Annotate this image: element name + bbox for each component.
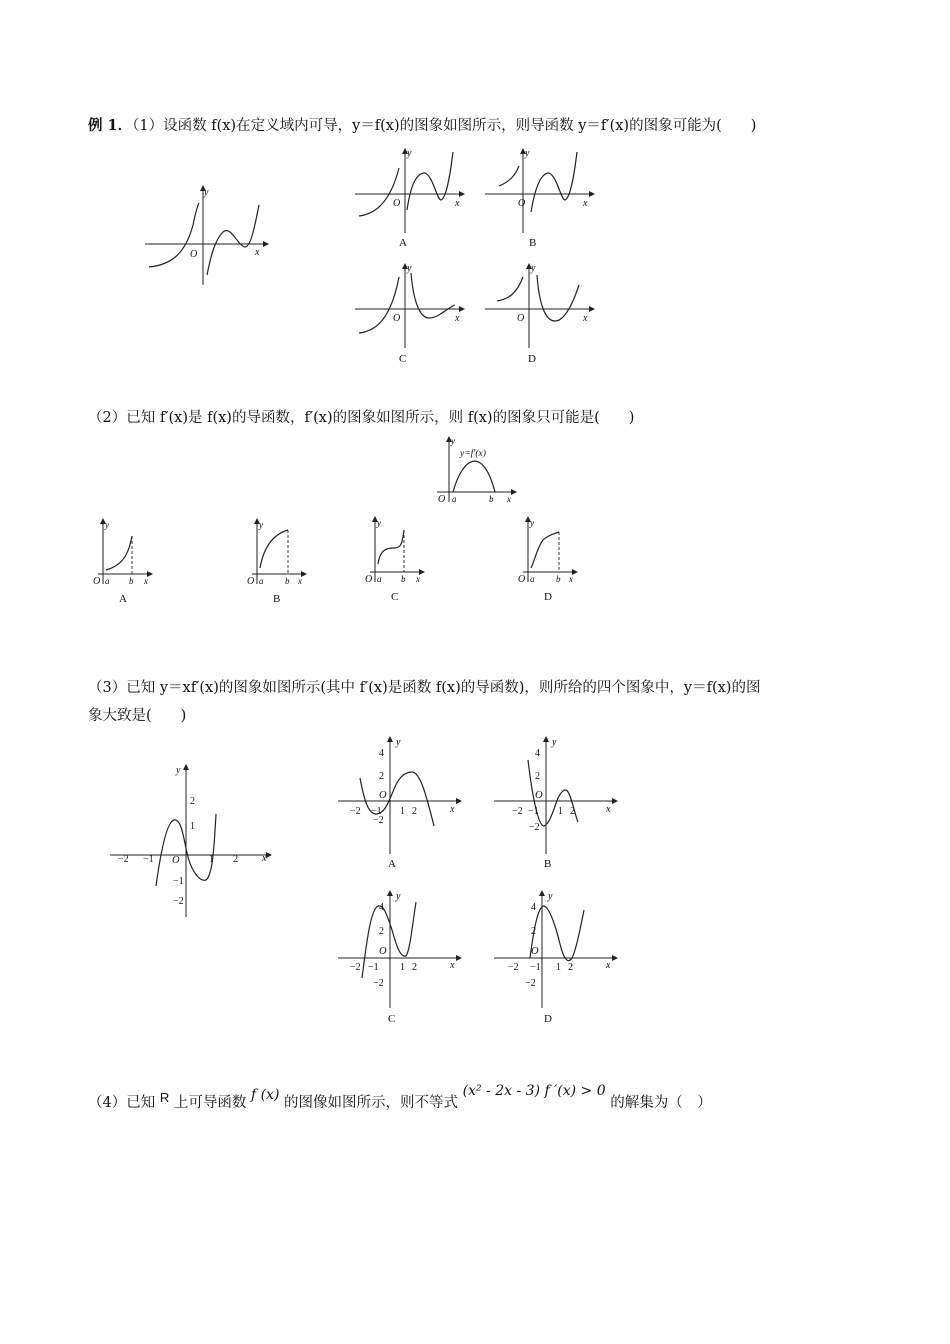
svg-text:y: y [451,436,455,446]
svg-text:−2: −2 [350,962,361,973]
q4-function: f (x) [250,1087,280,1103]
svg-text:a: a [530,574,535,584]
svg-text:y: y [204,187,209,198]
svg-text:x: x [583,198,588,209]
svg-text:O: O [365,574,373,585]
q3-main-graph [110,762,275,917]
svg-text:O: O [518,574,526,585]
svg-text:b: b [489,494,494,504]
svg-text:x: x [455,313,460,324]
svg-text:x: x [262,853,267,864]
svg-text:2: 2 [570,806,575,817]
q1-text: （1）设函数 f(x)在定义域内可导，y＝f(x)的图象如图所示，则导函数 y＝f′(x)的图象可能为( ) [132,118,757,134]
q2-option-a-label[interactable]: A [119,593,127,605]
q3-option-d-graph [494,888,619,1008]
q1-line [88,116,756,136]
q1-option-c-graph [355,263,465,348]
svg-text:2: 2 [412,806,417,817]
svg-text:O: O [535,790,543,801]
q4-text-d: 的解集为（ ） [610,1095,712,1111]
svg-text:2: 2 [412,962,417,973]
q1-option-b-label[interactable]: B [529,237,537,249]
svg-text:y: y [407,148,412,159]
svg-text:−2: −2 [118,854,129,865]
svg-text:y=f′(x): y=f′(x) [460,449,486,459]
example-label: 例 1． [88,117,133,134]
svg-text:O: O [531,946,539,957]
q1-main-graph [145,185,265,285]
svg-text:1: 1 [209,854,214,865]
svg-text:−2: −2 [373,815,384,826]
svg-text:1: 1 [190,821,195,832]
svg-text:x: x [583,313,588,324]
q3-option-a-label[interactable]: A [388,858,396,870]
svg-text:a: a [259,576,264,586]
svg-text:y: y [396,737,401,748]
svg-text:O: O [190,249,198,260]
svg-text:x: x [144,576,148,586]
svg-text:1: 1 [558,806,563,817]
svg-text:−1: −1 [143,854,154,865]
q3-option-a-graph [338,734,463,854]
q4-line [88,1083,712,1113]
svg-text:a: a [105,576,110,586]
q2-option-b-graph [246,518,311,586]
svg-text:−2: −2 [373,978,384,989]
q1-option-c-label[interactable]: C [399,353,407,365]
svg-text:y: y [105,520,109,530]
svg-text:y: y [552,737,557,748]
svg-text:y: y [530,518,534,528]
q1-option-a-graph [355,148,465,233]
q2-option-b-label[interactable]: B [273,593,281,605]
q2-option-c-label[interactable]: C [391,591,399,603]
q2-derivative-graph [433,436,518,504]
svg-text:2: 2 [379,926,384,937]
svg-text:O: O [247,576,255,587]
svg-text:O: O [518,198,526,209]
svg-text:4: 4 [379,748,384,759]
q3-option-c-graph [338,888,463,1008]
q2-option-d-graph [517,516,582,584]
svg-text:y: y [259,520,263,530]
q2-line: （2）已知 f′(x)是 f(x)的导函数，f′(x)的图象如图所示，则 f(x)的图象只可能是( ) [88,410,635,426]
svg-text:O: O [93,576,101,587]
svg-text:x: x [450,960,455,971]
svg-text:x: x [507,494,511,504]
svg-text:2: 2 [531,926,536,937]
svg-text:O: O [393,313,401,324]
svg-text:b: b [285,576,290,586]
svg-text:O: O [379,790,387,801]
svg-text:O: O [517,313,525,324]
svg-text:O: O [438,494,446,505]
q2-option-d-label[interactable]: D [544,591,552,603]
svg-text:x: x [455,198,460,209]
q4-text-a: （4）已知 [88,1095,156,1111]
svg-text:−1: −1 [371,806,382,817]
svg-text:2: 2 [379,771,384,782]
q3-option-c-label[interactable]: C [388,1013,396,1025]
q3-option-b-graph [494,734,619,854]
svg-text:x: x [606,960,611,971]
svg-text:x: x [450,804,455,815]
svg-text:y: y [531,263,536,274]
svg-text:x: x [416,574,420,584]
svg-text:−1: −1 [528,806,539,817]
svg-text:x: x [606,804,611,815]
svg-text:1: 1 [400,806,405,817]
svg-text:−2: −2 [508,962,519,973]
q1-option-a-label[interactable]: A [399,237,407,249]
svg-text:1: 1 [556,962,561,973]
q4-text-b: 上可导函数 [173,1095,247,1111]
svg-text:2: 2 [535,771,540,782]
svg-text:4: 4 [379,902,384,913]
svg-text:−1: −1 [530,962,541,973]
svg-text:a: a [452,494,457,504]
svg-text:2: 2 [233,854,238,865]
svg-text:4: 4 [535,748,540,759]
svg-text:y: y [377,518,381,528]
q3-line-1: （3）已知 y＝xf′(x)的图象如图所示(其中 f′(x)是函数 f(x)的导函数)，则所给的四个图象中，y＝f(x)的图 [88,680,761,696]
svg-text:y: y [525,148,530,159]
svg-text:a: a [377,574,382,584]
svg-text:y: y [176,765,181,776]
svg-text:2: 2 [568,962,573,973]
svg-text:x: x [298,576,302,586]
svg-text:y: y [407,263,412,274]
q2-option-c-graph [364,516,429,584]
q3-line-2: 象大致是( ) [88,708,187,724]
q3-option-b-label[interactable]: B [544,858,552,870]
svg-text:−2: −2 [350,806,361,817]
svg-text:O: O [379,946,387,957]
svg-text:y: y [396,891,401,902]
q1-option-d-graph [485,263,595,348]
svg-text:4: 4 [531,902,536,913]
q1-option-d-label[interactable]: D [528,353,536,365]
q1-option-b-graph [485,148,595,233]
svg-text:b: b [129,576,134,586]
svg-text:−2: −2 [529,822,540,833]
q2-option-a-graph [92,518,157,586]
svg-text:b: b [556,574,561,584]
svg-text:−2: −2 [173,896,184,907]
svg-text:y: y [548,891,553,902]
q3-option-d-label[interactable]: D [544,1013,552,1025]
q4-inequality: (x² - 2x - 3) f ′(x) > 0 [462,1083,606,1099]
svg-text:1: 1 [400,962,405,973]
svg-text:O: O [393,198,401,209]
svg-text:O: O [172,855,180,866]
svg-text:−2: −2 [512,806,523,817]
svg-text:−1: −1 [173,876,184,887]
svg-text:−2: −2 [525,978,536,989]
q4-set-r: R [159,1090,170,1105]
svg-text:−1: −1 [368,962,379,973]
svg-text:b: b [401,574,406,584]
svg-text:x: x [255,247,260,258]
svg-text:2: 2 [190,796,195,807]
svg-text:x: x [569,574,573,584]
q4-text-c: 的图像如图所示，则不等式 [284,1095,459,1111]
